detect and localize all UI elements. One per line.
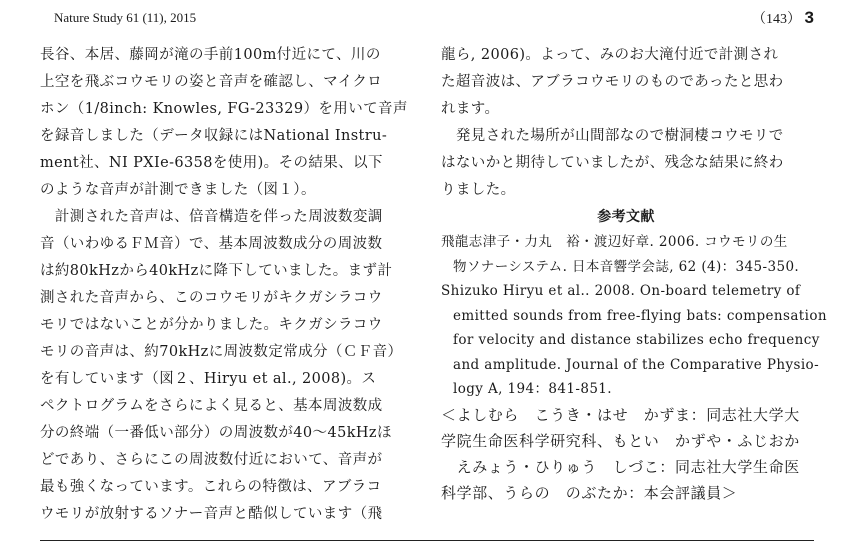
reference-line: 物ソナーシステム. 日本音響学会誌, 62 (4)：345-350. <box>453 258 800 275</box>
body-line: を有しています（図２、Hiryu et al., 2008)。ス <box>40 371 377 387</box>
journal-header: Nature Study 61 (11), 2015 <box>54 10 197 25</box>
body-line: 音（いわゆるＦＭ音）で、基本周波数成分の周波数 <box>40 236 383 252</box>
body-line: ment社、NI PXIe-6358を使用)。その結果、以下 <box>40 155 383 171</box>
reference-line: logy A, 194：841-851. <box>453 381 612 397</box>
body-line: 計測された音声は、倍音構造を伴った周波数変調 <box>40 209 383 225</box>
body-line: モリの音声は、約70kHzに周波数定常成分（ＣＦ音） <box>40 344 403 360</box>
reference-line: for velocity and distance stabilizes echo frequency <box>453 332 820 348</box>
author-line: 学院生命医科学研究科、もとい かずや・ふじおか <box>441 431 800 450</box>
body-line: ペクトログラムをさらによく見ると、基本周波数成 <box>40 398 383 414</box>
right-column <box>441 42 827 506</box>
body-line: モリではないことが分かりました。キクガシラコウ <box>40 317 383 333</box>
body-line: 測された音声から、このコウモリがキクガシラコウ <box>40 290 383 306</box>
references-title: 参考文献 <box>597 209 655 225</box>
paragraph-discussion <box>441 123 811 204</box>
reference-line: emitted sounds from free-flying bats: compensation <box>453 307 827 324</box>
reference-line: and amplitude. Journal of the Comparative Physio- <box>453 356 820 373</box>
body-line: 発見された場所が山間部なので樹洞棲コウモリで <box>441 128 784 144</box>
page-number-header <box>752 8 814 28</box>
reference-line: 飛龍志津子・力丸 裕・渡辺好章. 2006. コウモリの生 <box>441 234 788 250</box>
body-line: はないかと期待していましたが、残念な結果に終わ <box>441 155 784 171</box>
body-line: 龍ら, 2006)。よって、みのお大滝付近で計測され <box>441 47 779 63</box>
body-line: りました。 <box>441 182 516 198</box>
reference-item <box>441 230 811 279</box>
left-column <box>40 42 406 528</box>
author-line: えみょう・ひりゅう しづこ：同志社大学生命医 <box>441 457 800 476</box>
body-line: は約80kHzから40kHzに降下していました。まず計 <box>40 263 393 279</box>
body-line: ウモリが放射するソナー音声と酷似しています（飛 <box>40 506 383 522</box>
body-line: 最も強くなっています。これらの特徴は、アブラコ <box>40 479 382 495</box>
page-label: （143） <box>752 12 802 27</box>
author-line: ＜よしむら こうき・はせ かずま：同志社大学大 <box>441 405 800 424</box>
page-number: 3 <box>804 8 814 27</box>
body-line: を録音しました（データ収録にはNational Instru- <box>40 128 388 144</box>
body-line: れます。 <box>441 101 500 117</box>
reference-item <box>441 279 827 402</box>
body-line: のような音声が計測できました（図１）。 <box>40 182 316 198</box>
author-affiliation <box>441 402 811 506</box>
body-line: 分の終端（一番低い部分）の周波数が40～45kHzほ <box>40 425 392 441</box>
body-line: どであり、さらにこの周波数付近において、音声が <box>40 452 383 468</box>
body-line: た超音波は、アブラコウモリのものであったと思わ <box>441 74 784 90</box>
body-line: 長谷、本居、藤岡が滝の手前100m付近にて、川の <box>40 47 381 63</box>
reference-line: Shizuko Hiryu et al.. 2008. On-board telemetry of <box>441 283 801 299</box>
author-line: 科学部、うらの のぶたか：本会評議員＞ <box>441 483 738 502</box>
body-line: 上空を飛ぶコウモリの姿と音声を確認し、マイクロ <box>40 74 383 90</box>
bottom-divider <box>40 540 814 541</box>
paragraph-conclusion <box>441 42 811 123</box>
body-line: ホン（1/8inch: Knowles, FG-23329）を用いて音声 <box>40 101 408 117</box>
